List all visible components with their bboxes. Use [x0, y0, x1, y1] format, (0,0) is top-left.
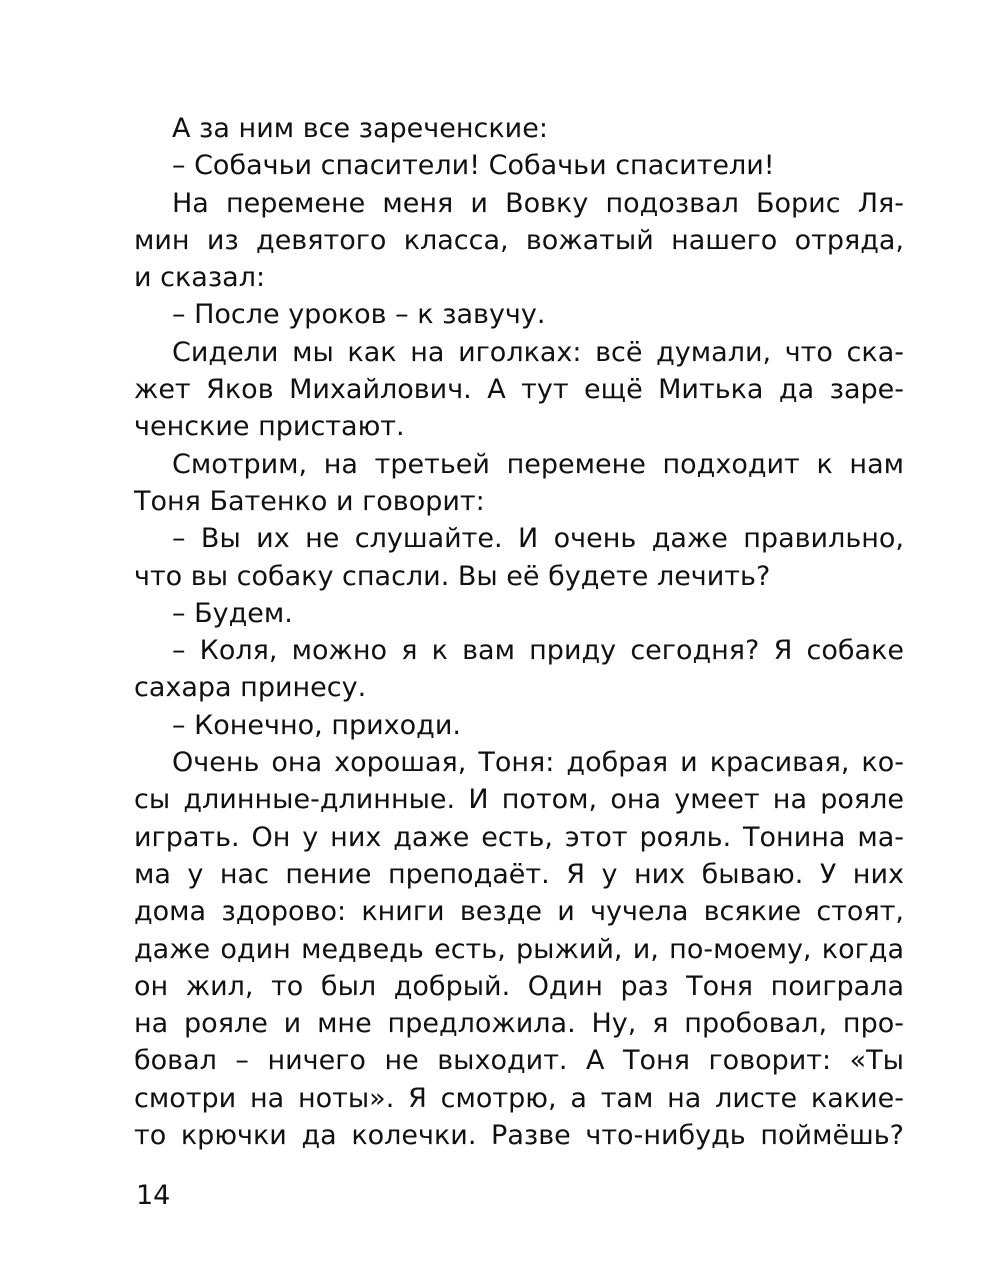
text-line: – После уроков – к завучу. [172, 299, 546, 331]
text-line: смотри на ноты». Я смотрю, а там на листе какие- [134, 1082, 904, 1114]
text-line: Смотрим, на третьей перемене подходит к нам [172, 448, 904, 480]
body-text [134, 110, 904, 1154]
text-line: дома здорово: книги везде и чучела всякие стоят, [134, 896, 904, 928]
text-line: Тоня Батенко и говорит: [134, 485, 485, 517]
text-line: – Будем. [172, 597, 293, 629]
text-line: Очень она хорошая, Тоня: добрая и красивая, ко- [172, 747, 904, 779]
text-line: сы длинные-длинные. И потом, она умеет на рояле [134, 784, 904, 816]
text-line: мин из девятого класса, вожатый нашего отряда, [134, 224, 904, 256]
text-line: – Конечно, приходи. [172, 709, 461, 741]
text-line: жет Яков Михайлович. А тут ещё Митька да заре- [134, 374, 904, 406]
text-line: сахара принесу. [134, 672, 367, 704]
text-line: он жил, то был добрый. Один раз Тоня поиграла [134, 970, 904, 1002]
page-number: 14 [136, 1180, 171, 1211]
text-line: Сидели мы как на иголках: всё думали, что ска- [172, 336, 904, 368]
text-line: – Коля, можно я к вам приду сегодня? Я собаке [172, 635, 904, 667]
text-line: ченские пристают. [134, 411, 405, 443]
text-line: А за ним все зареченские: [172, 113, 548, 144]
text-line: На перемене меня и Вовку подозвал Борис Ля- [172, 187, 904, 219]
text-line: на рояле и мне предложила. Ну, я пробовал, про- [134, 1008, 904, 1040]
text-line: – Вы их не слушайте. И очень даже правильно, [172, 523, 904, 555]
text-line: – Собачьи спасители! Собачьи спасители! [172, 150, 775, 182]
text-line: ма у нас пение преподаёт. Я у них бываю. У них [134, 858, 904, 890]
text-line: даже один медведь есть, рыжий, и, по-моему, когда [134, 933, 904, 965]
text-line: то крючки да колечки. Разве что-нибудь поймёшь? [134, 1120, 904, 1152]
text-line: играть. Он у них даже есть, этот рояль. Тонина ма- [134, 821, 904, 853]
text-line: бовал – ничего не выходит. А Тоня говорит: «Ты [134, 1045, 904, 1077]
text-line: и сказал: [134, 262, 266, 294]
text-line: что вы собаку спасли. Вы её будете лечить? [134, 560, 771, 592]
